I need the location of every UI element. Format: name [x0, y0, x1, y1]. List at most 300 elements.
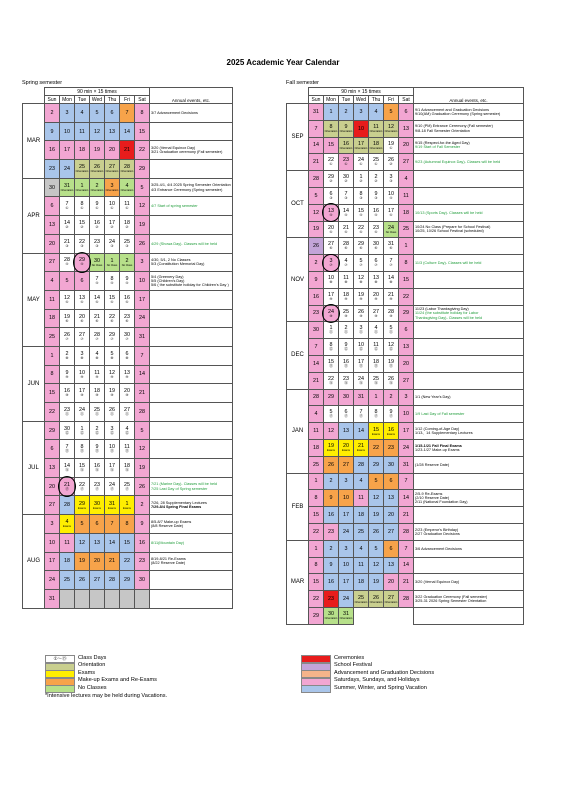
date-number: 16 [328, 512, 334, 519]
date-number: 5 [140, 427, 144, 434]
event-text: 1/13、14 Supplementary Lectures [415, 431, 473, 436]
date-number: 22 [313, 528, 319, 535]
date-number: 14 [388, 274, 394, 281]
date-number: 16 [388, 426, 394, 433]
day-cell [105, 141, 120, 160]
events-cell [150, 459, 233, 478]
date-number: 18 [64, 558, 70, 565]
day-cell [324, 288, 339, 305]
date-number: 1 [80, 425, 84, 432]
week-row [287, 271, 524, 288]
date-number: 12 [64, 294, 70, 301]
date-number: 17 [109, 220, 115, 227]
date-number: 19 [388, 358, 394, 365]
day-cell [369, 271, 384, 288]
class-number: ⑨ [374, 296, 378, 301]
events-cell [414, 406, 524, 423]
day-cell [135, 253, 150, 272]
date-number: 31 [403, 461, 409, 468]
date-number: 11 [124, 444, 130, 451]
day-cell [105, 272, 120, 291]
day-cell [324, 591, 339, 608]
date-number: 10 [109, 201, 115, 208]
class-number: ① [65, 206, 69, 211]
date-number: 18 [358, 512, 364, 519]
day-cell [354, 473, 369, 490]
day-cell [354, 523, 369, 540]
day-cell [384, 120, 399, 137]
day-cell [399, 322, 414, 339]
legend-label-festival: School Festival [334, 662, 372, 669]
day-cell [60, 104, 75, 123]
date-number: 11 [79, 128, 85, 135]
date-number: 6 [389, 545, 393, 552]
day-cell [105, 515, 120, 534]
day-cell [135, 178, 150, 197]
legend-swatch-vacation [301, 685, 331, 693]
class-number: ⑨ [389, 296, 393, 301]
date-number: 3 [80, 350, 84, 357]
day-cell [384, 187, 399, 204]
date-number: 4 [125, 425, 129, 432]
date-number: 26 [328, 461, 334, 468]
date-number: 4 [95, 350, 99, 357]
date-number: 3 [389, 174, 393, 181]
date-number: 15 [79, 463, 85, 469]
date-number: 14 [343, 207, 349, 214]
day-cell [120, 272, 135, 291]
date-number: 28 [358, 461, 364, 468]
date-number: 29 [139, 165, 145, 172]
date-number: 5 [329, 409, 333, 416]
day-cell [60, 122, 75, 141]
day-cell [309, 423, 324, 440]
cell-tag: Orientation [90, 170, 104, 174]
legend-label-advancement: Advancement and Graduation Decisions [334, 669, 435, 676]
date-number: 20 [49, 240, 55, 247]
date-number: 5 [359, 258, 363, 265]
class-number: ⑮ [344, 414, 348, 419]
day-cell [135, 384, 150, 403]
week-row [287, 322, 524, 339]
day-cell [309, 389, 324, 406]
day-cell [339, 423, 354, 440]
cell-tag: Exams [93, 506, 101, 510]
date-number: 16 [343, 140, 349, 147]
class-number: ⑩ [65, 393, 69, 398]
date-number: 8 [374, 409, 378, 416]
events-cell [150, 216, 233, 235]
day-cell [105, 346, 120, 365]
day-cell [384, 154, 399, 171]
events-cell [414, 120, 524, 137]
date-number: 9 [344, 124, 348, 131]
date-number: 19 [64, 313, 70, 320]
date-number: 28 [139, 408, 145, 415]
event-text: 7/29-8/4 Spring Final Exams [151, 505, 202, 510]
date-number: 31 [358, 394, 364, 401]
date-number: 11 [49, 296, 55, 303]
date-number: 15 [79, 220, 85, 227]
class-number: ⑩ [125, 393, 129, 398]
week-row [287, 540, 524, 557]
day-cell [75, 272, 90, 291]
day-cell [339, 574, 354, 591]
cell-tag: No Class [385, 230, 397, 234]
date-number: 4 [50, 278, 54, 285]
day-cell [45, 160, 60, 179]
date-number: 4 [344, 258, 348, 265]
day-cell [60, 533, 75, 552]
date-number: 5 [389, 108, 393, 115]
date-number: 10 [343, 495, 349, 502]
day-cell [45, 571, 60, 590]
class-number: ① [344, 162, 348, 167]
event-text: 3/20 (Vernal Equinox Day) [415, 580, 460, 585]
class-number: ⑪ [329, 330, 333, 335]
date-number: 18 [124, 463, 130, 469]
day-cell [60, 160, 75, 179]
class-number: ⑬ [374, 363, 378, 368]
day-header-fri: Fri [384, 96, 399, 104]
date-number: 28 [403, 596, 409, 602]
day-cell [60, 571, 75, 590]
day-cell [45, 346, 60, 365]
date-number: 31 [343, 611, 349, 618]
events-cell [414, 238, 524, 255]
day-cell [369, 523, 384, 540]
day-cell [60, 141, 75, 160]
date-number: 12 [139, 446, 145, 453]
week-row [287, 238, 524, 255]
date-number: 30 [343, 174, 349, 181]
day-cell [105, 384, 120, 403]
event-text: 5/6 ( the substitute holiday for Children's Day ) [151, 283, 229, 288]
day-cell [339, 322, 354, 339]
date-number: 17 [64, 147, 70, 154]
class-number: ③ [359, 195, 363, 200]
date-number: 28 [64, 257, 70, 264]
day-cell [354, 423, 369, 440]
date-number: 23 [373, 224, 379, 231]
date-number: 21 [94, 313, 100, 320]
highlight-circle [73, 252, 91, 273]
day-header-sun: Sun [45, 96, 60, 104]
events-cell [150, 309, 233, 328]
date-number: 21 [343, 224, 349, 231]
event-text: 4/29 (Showa Day)- Classes will be held [151, 241, 218, 246]
day-cell [45, 328, 60, 347]
day-cell [354, 137, 369, 154]
day-cell [369, 439, 384, 456]
day-cell [90, 421, 105, 440]
period-header: 90 min × 15 times [309, 88, 414, 96]
day-cell [135, 104, 150, 123]
day-cell [324, 389, 339, 406]
events-cell [414, 305, 524, 322]
class-number: ⑩ [329, 313, 333, 318]
date-number: 26 [373, 594, 379, 601]
date-number: 19 [94, 147, 100, 154]
event-text: 2/11 (National Foundation Day) [415, 500, 468, 505]
events-cell [414, 137, 524, 154]
day-cell [135, 515, 150, 534]
date-number: 17 [388, 207, 394, 214]
week-row [23, 216, 233, 235]
class-number: ④ [344, 212, 348, 217]
date-number: 6 [404, 327, 408, 334]
day-cell [135, 421, 150, 440]
day-cell [105, 440, 120, 459]
month-label: JUN [23, 346, 45, 421]
cell-tag: Orientation [75, 189, 89, 193]
day-cell [384, 255, 399, 272]
date-number: 19 [139, 464, 145, 471]
day-cell [339, 171, 354, 188]
class-number: ⑩ [374, 313, 378, 318]
spring-table [22, 87, 233, 609]
date-number: 18 [403, 209, 409, 216]
date-number: 8 [140, 109, 144, 116]
day-cell [339, 137, 354, 154]
week-row [287, 171, 524, 188]
day-cell [324, 473, 339, 490]
day-cell [45, 216, 60, 235]
class-number: ⑮ [95, 486, 99, 491]
event-text: 1/12 (Coming-of-Age Day) [415, 426, 460, 431]
date-number: 4 [404, 176, 408, 183]
class-number: ⑥ [359, 246, 363, 251]
cell-tag: Orientation [120, 189, 134, 193]
day-cell [60, 403, 75, 422]
class-number: ① [329, 162, 333, 167]
day-cell [90, 253, 105, 272]
cell-tag: Orientation [354, 146, 368, 150]
date-number: 24 [343, 596, 349, 602]
date-number: 9 [125, 276, 129, 283]
day-cell [135, 197, 150, 216]
class-number: ⑬ [389, 363, 393, 368]
date-number: 3 [110, 183, 114, 190]
date-number: 17 [79, 388, 85, 395]
date-number: 5 [389, 325, 393, 332]
cell-tag: Orientation [105, 189, 119, 193]
day-cell [90, 515, 105, 534]
month-label: MAR [23, 104, 45, 179]
class-number: ⑪ [359, 330, 363, 335]
date-number: 28 [388, 308, 394, 315]
date-number: 5 [95, 109, 99, 116]
date-number: 2 [389, 394, 393, 401]
events-cell [414, 154, 524, 171]
date-number: 9 [95, 444, 99, 451]
day-cell [105, 477, 120, 496]
day-header-thu: Thu [105, 96, 120, 104]
day-cell [399, 204, 414, 221]
class-number: ⑧ [389, 279, 393, 284]
date-number: 4 [65, 519, 69, 526]
day-cell [369, 137, 384, 154]
date-number: 3 [359, 108, 363, 115]
date-number: 20 [403, 360, 409, 367]
date-number: 9 [140, 520, 144, 527]
day-cell [90, 346, 105, 365]
events-cell [414, 372, 524, 389]
date-number: 15 [328, 142, 334, 149]
cell-tag: Orientation [75, 170, 89, 174]
day-cell [354, 355, 369, 372]
date-number: 16 [313, 293, 319, 300]
class-number: ⑧ [344, 279, 348, 284]
day-cell [309, 171, 324, 188]
date-number: 12 [388, 124, 394, 131]
day-cell [354, 154, 369, 171]
day-cell [309, 540, 324, 557]
date-number: 16 [343, 358, 349, 365]
date-number: 2 [329, 478, 333, 485]
week-row [23, 571, 233, 590]
day-cell [120, 496, 135, 515]
date-number: 22 [328, 375, 334, 382]
day-cell [369, 490, 384, 507]
week-row [287, 406, 524, 423]
date-number: 15 [124, 539, 130, 546]
class-number: ① [359, 162, 363, 167]
events-cell [150, 104, 233, 123]
day-cell [354, 456, 369, 473]
week-row [287, 507, 524, 524]
class-number: ⑦ [344, 263, 348, 268]
day-cell [135, 533, 150, 552]
cell-tag: Orientation [324, 617, 338, 621]
day-cell [324, 423, 339, 440]
day-cell [309, 137, 324, 154]
date-number: 22 [139, 147, 145, 154]
day-cell [309, 355, 324, 372]
day-cell [354, 574, 369, 591]
date-number: 6 [374, 258, 378, 265]
day-cell [369, 305, 384, 322]
class-number: ② [359, 179, 363, 184]
class-number: ⑪ [344, 330, 348, 335]
class-number: ① [125, 206, 129, 211]
class-number: ⑪ [95, 411, 99, 416]
date-number: 7 [314, 344, 318, 351]
day-cell [45, 515, 60, 534]
date-number: 24 [328, 308, 334, 315]
day-cell [354, 204, 369, 221]
date-number: 30 [64, 425, 70, 432]
class-number: ⑮ [359, 414, 363, 419]
day-header-tue: Tue [339, 96, 354, 104]
week-row [287, 355, 524, 372]
events-cell [150, 365, 233, 384]
day-cell [324, 339, 339, 356]
cell-tag: Orientation [120, 170, 134, 174]
date-number: 1 [359, 174, 363, 181]
week-row [23, 122, 233, 141]
legend-label-makeup: Make-up Exams and Re-Exams [78, 677, 157, 684]
events-cell [414, 557, 524, 574]
date-number: 25 [373, 375, 379, 382]
cell-tag: Orientation [339, 146, 353, 150]
date-number: 2 [329, 545, 333, 552]
date-number: 10 [79, 369, 85, 376]
date-number: 18 [358, 579, 364, 586]
class-number: ⑭ [389, 380, 393, 385]
date-number: 30 [124, 332, 130, 339]
event-text: 3/7 Advancement Decisions [151, 110, 198, 115]
events-cell [150, 346, 233, 365]
date-number: 29 [373, 461, 379, 468]
date-number: 22 [358, 224, 364, 231]
events-cell [414, 204, 524, 221]
date-number: 3 [329, 258, 333, 265]
day-cell [309, 288, 324, 305]
day-cell [324, 607, 339, 624]
date-number: 27 [388, 528, 394, 535]
day-cell [120, 197, 135, 216]
event-text: (2/10 Reserve Date) [415, 496, 450, 501]
date-number: 22 [373, 444, 379, 451]
date-number: 19 [388, 140, 394, 147]
date-number: 11 [313, 428, 319, 435]
day-cell [309, 221, 324, 238]
day-cell [120, 346, 135, 365]
day-cell [309, 187, 324, 204]
week-row [23, 234, 233, 253]
date-number: 6 [110, 109, 114, 116]
day-cell [354, 104, 369, 121]
legend-label-vacation: Summer, Winter, and Spring Vacation [334, 684, 427, 691]
day-cell [90, 328, 105, 347]
day-cell [105, 328, 120, 347]
date-number: 14 [358, 428, 364, 435]
day-cell [324, 221, 339, 238]
day-cell [399, 523, 414, 540]
class-number: ⑤ [125, 299, 129, 304]
day-cell [60, 346, 75, 365]
day-cell [354, 439, 369, 456]
date-number: 3 [50, 520, 54, 527]
event-text: 4/3 Entrance Ceremony (Spring semester) [151, 187, 223, 192]
day-cell [309, 372, 324, 389]
day-cell [399, 120, 414, 137]
day-cell [384, 104, 399, 121]
date-number: 16 [64, 388, 70, 395]
date-number: 13 [124, 369, 130, 376]
date-number: 27 [49, 259, 55, 266]
class-number: ⑪ [389, 330, 393, 335]
date-number: 16 [94, 463, 100, 469]
events-cell [150, 496, 233, 515]
day-cell [339, 187, 354, 204]
week-row [23, 197, 233, 216]
date-number: 12 [328, 428, 334, 435]
date-number: 18 [373, 358, 379, 365]
day-cell [339, 305, 354, 322]
date-number: 28 [109, 577, 115, 584]
day-cell [120, 477, 135, 496]
day-cell [90, 160, 105, 179]
date-number: 12 [358, 274, 364, 281]
day-cell [384, 221, 399, 238]
date-number: 31 [139, 334, 145, 341]
week-row [23, 440, 233, 459]
day-cell [105, 365, 120, 384]
class-number: ⑭ [80, 468, 84, 472]
class-number: ⑦ [110, 337, 114, 342]
